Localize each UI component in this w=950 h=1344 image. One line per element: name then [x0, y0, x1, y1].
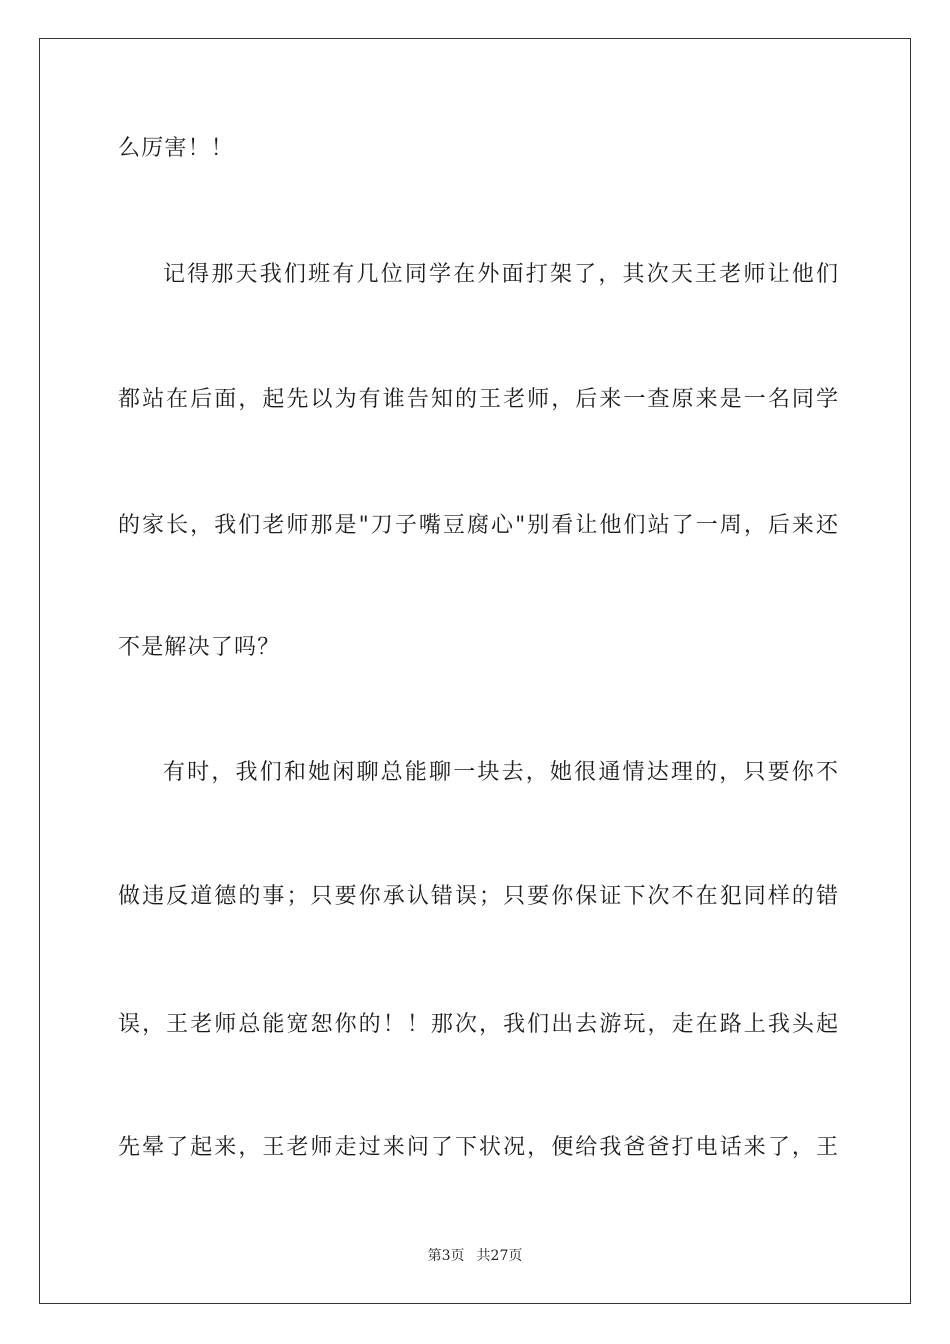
text-line-6: 有时，我们和她闲聊总能聊一块去，她很通情达理的，只要你不: [163, 760, 838, 785]
text-line-7: 做违反道德的事；只要你承认错误；只要你保证下次不在犯同样的错: [118, 884, 838, 909]
page-footer: [0, 1247, 950, 1265]
page-total: 共27页: [476, 1248, 523, 1264]
text-line-8: 误，王老师总能宽恕你的！！那次，我们出去游玩，走在路上我头起: [118, 1012, 838, 1037]
text-line-5: 不是解决了吗？: [118, 635, 281, 660]
text-line-2: 记得那天我们班有几位同学在外面打架了，其次天王老师让他们: [163, 262, 838, 287]
page-border: [39, 38, 911, 1304]
text-line-1: 么厉害！！: [118, 136, 235, 161]
text-line-3: 都站在后面，起先以为有谁告知的王老师，后来一查原来是一名同学: [118, 387, 838, 412]
text-line-9: 先晕了起来，王老师走过来问了下状况，便给我爸爸打电话来了，王: [118, 1135, 838, 1160]
text-line-4: 的家长，我们老师那是"刀子嘴豆腐心"别看让他们站了一周，后来还: [118, 513, 838, 538]
page-number: 第3页: [427, 1248, 465, 1264]
